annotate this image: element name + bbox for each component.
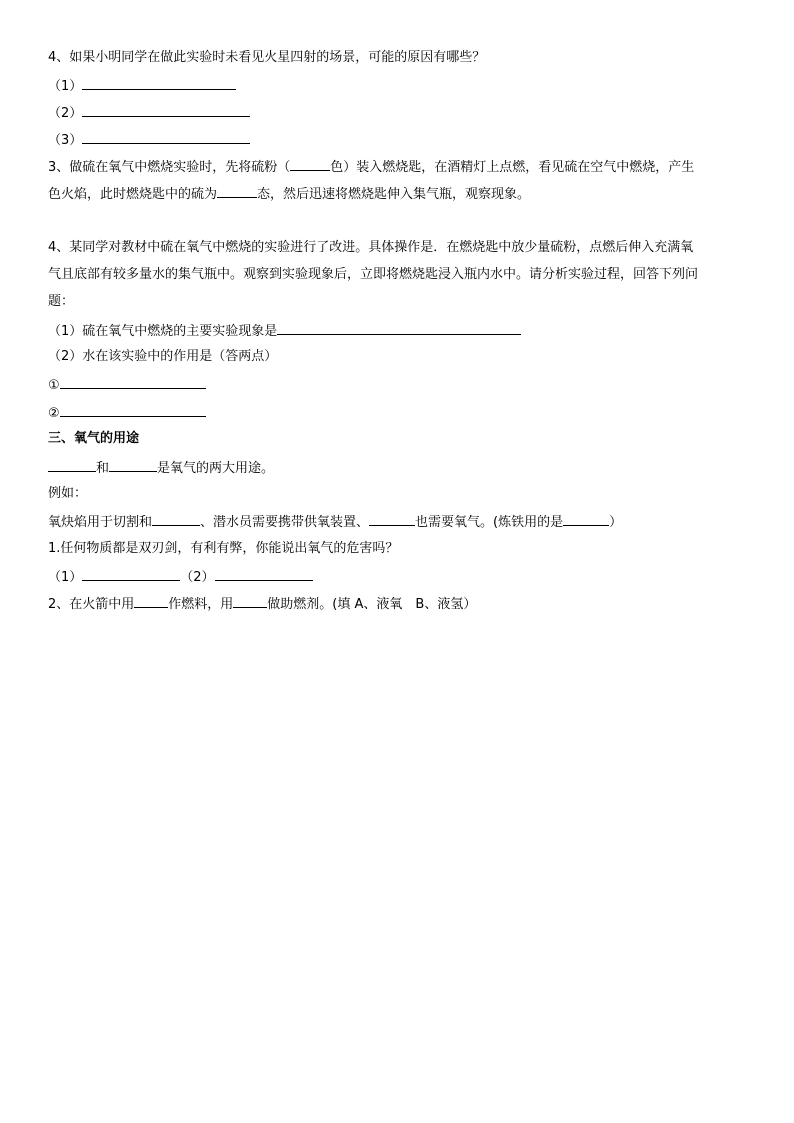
answer-blank[interactable] bbox=[48, 458, 96, 472]
question-4b-sub-2: （2）水在该实验中的作用是（答两点） bbox=[48, 349, 278, 364]
question-4b-line-2: 气且底部有较多量水的集气瓶中。观察到实验现象后，立即将燃烧匙浸入瓶内水中。请分析实验过程，回答下列问 bbox=[48, 267, 699, 282]
answer-blank[interactable] bbox=[82, 567, 180, 581]
question-4b-circle-1: ① bbox=[48, 375, 206, 395]
question-1-answers: （1） （2） bbox=[48, 567, 313, 587]
question-4-item-1: （1） bbox=[48, 76, 236, 96]
answer-blank[interactable] bbox=[82, 76, 236, 90]
answer-blank[interactable] bbox=[217, 184, 257, 198]
question-4-item-3: （3） bbox=[48, 130, 250, 150]
question-1-title: 1.任何物质都是双刃剑，有利有弊，你能说出氧气的危害吗？ bbox=[48, 541, 399, 556]
question-4b-line-1: 4、某同学对教材中硫在氧气中燃烧的实验进行了改进。具体操作是．在燃烧匙中放少量硫粉，点燃后伸入充满氧 bbox=[48, 240, 694, 255]
answer-blank[interactable] bbox=[82, 130, 250, 144]
answer-blank[interactable] bbox=[290, 157, 330, 171]
answer-blank[interactable] bbox=[233, 594, 267, 608]
answer-blank[interactable] bbox=[60, 403, 206, 417]
uses-line: 和 是氧气的两大用途。 bbox=[48, 458, 274, 478]
question-4b-line-3: 题： bbox=[48, 294, 75, 309]
answer-blank[interactable] bbox=[563, 512, 609, 526]
question-4b-sub-1: （1）硫在氧气中燃烧的主要实验现象是 bbox=[48, 321, 521, 341]
question-4b-circle-2: ② bbox=[48, 403, 206, 423]
question-3-line-2: 色火焰，此时燃烧匙中的硫为 态，然后迅速将燃烧匙伸入集气瓶，观察现象。 bbox=[48, 184, 530, 204]
question-4-title: 4、如果小明同学在做此实验时未看见火星四射的场景，可能的原因有哪些？ bbox=[48, 50, 486, 65]
answer-blank[interactable] bbox=[109, 458, 157, 472]
question-3-line-1: 3、做硫在氧气中燃烧实验时，先将硫粉（ 色）装入燃烧匙，在酒精灯上点燃，看见硫在空气中燃烧，产生 bbox=[48, 157, 694, 177]
question-2-line: 2、在火箭中用 作燃料，用 做助燃剂。(填 A、液氧 B、液氢） bbox=[48, 594, 476, 614]
answer-blank[interactable] bbox=[152, 512, 200, 526]
answer-blank[interactable] bbox=[369, 512, 415, 526]
answer-blank[interactable] bbox=[82, 103, 250, 117]
answer-blank[interactable] bbox=[277, 321, 521, 335]
answer-blank[interactable] bbox=[134, 594, 168, 608]
example-label: 例如： bbox=[48, 486, 88, 501]
answer-blank[interactable] bbox=[215, 567, 313, 581]
answer-blank[interactable] bbox=[60, 375, 206, 389]
section-3-title: 三、氧气的用途 bbox=[48, 431, 140, 446]
example-line: 氧炔焰用于切割和 、潜水员需要携带供氧装置、 也需要氧气。(炼铁用的是 ） bbox=[48, 512, 622, 532]
question-4-item-2: （2） bbox=[48, 103, 250, 123]
